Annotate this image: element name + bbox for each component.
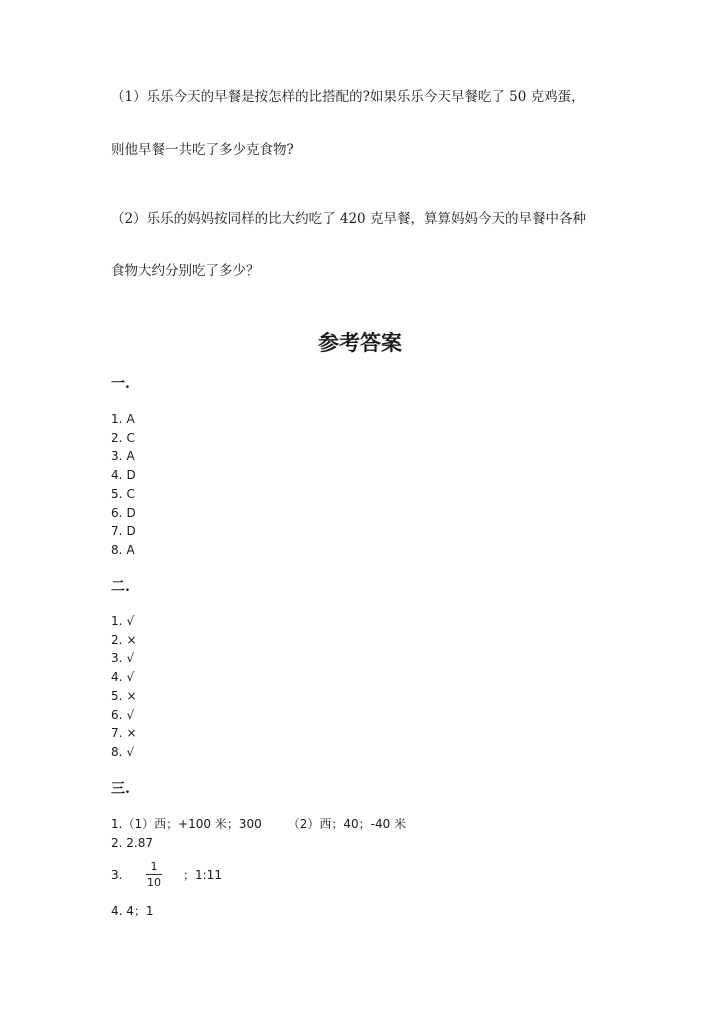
answer-number: 3.	[111, 651, 123, 666]
answer-value: √	[126, 707, 135, 722]
answer-value: D	[126, 468, 136, 483]
fraction	[146, 860, 162, 889]
question-2-line-2: 食物大约分别吃了多少？	[111, 263, 260, 279]
section-3-item-2: 2. 2.87	[111, 836, 153, 850]
answer-value: A	[126, 412, 135, 426]
answer-item	[111, 744, 134, 760]
answer-value: √	[126, 614, 135, 628]
answer-value: D	[126, 524, 136, 539]
answer-item	[111, 448, 135, 464]
answer-value: √	[126, 744, 135, 759]
answer-item	[111, 707, 134, 723]
question-1-line-2: 则他早餐一共吃了多少克食物?	[111, 142, 294, 158]
answer-number: 3.	[111, 449, 123, 464]
answer-number: 1.	[111, 412, 123, 426]
answer-title: 参考答案	[318, 331, 402, 355]
answer-item	[111, 650, 134, 666]
answer-item	[111, 669, 134, 685]
answer-item	[111, 523, 136, 539]
answer-item	[111, 725, 137, 741]
fraction-bar	[146, 874, 162, 875]
answer-number: 8.	[111, 542, 123, 557]
answer-number: 5.	[111, 486, 123, 501]
answer-value: √	[126, 670, 135, 685]
answer-number: 4.	[111, 468, 123, 483]
answer-number: 2.	[111, 430, 123, 445]
answer-number: 7.	[111, 726, 123, 741]
answer-item	[111, 632, 137, 648]
answer-value: ×	[126, 688, 137, 703]
answer-value: C	[126, 430, 135, 445]
answer-item	[111, 411, 135, 427]
answer-value: A	[126, 449, 135, 464]
section-1-heading: 一.	[111, 376, 130, 392]
answer-item	[111, 613, 134, 629]
answer-value: √	[126, 651, 135, 666]
answer-value: A	[126, 542, 135, 557]
answer-item	[111, 430, 135, 446]
section-3-item-3-rest: ；1:11	[183, 868, 222, 882]
answer-item	[111, 542, 135, 558]
answer-number: 7.	[111, 524, 123, 539]
fraction-numerator: 1	[150, 860, 158, 873]
answer-item	[111, 486, 135, 502]
section-3-heading: 三.	[111, 781, 130, 797]
section-3-item-4: 4. 4；1	[111, 904, 154, 918]
answer-value: D	[126, 505, 136, 520]
section-3-item-3-number: 3.	[111, 868, 123, 882]
section-3-item-1	[111, 816, 406, 832]
answer-item	[111, 467, 136, 483]
question-2-line-1: （2）乐乐的妈妈按同样的比大约吃了 420 克早餐，算算妈妈今天的早餐中各种	[111, 211, 586, 227]
answer-number: 1.	[111, 614, 123, 628]
section-3-item-1-part-a: 1.（1）西；+100 米；300	[111, 817, 262, 831]
answer-value: ×	[126, 726, 137, 741]
answer-item	[111, 505, 136, 521]
section-3-item-1-part-b: （2）西；40；-40 米	[287, 817, 407, 831]
answer-number: 6.	[111, 505, 123, 520]
answer-value: ×	[126, 632, 137, 647]
answer-number: 6.	[111, 707, 123, 722]
question-1-line-1: （1）乐乐今天的早餐是按怎样的比搭配的?如果乐乐今天早餐吃了 50 克鸡蛋，	[111, 89, 585, 105]
answer-item	[111, 688, 137, 704]
answer-number: 8.	[111, 744, 123, 759]
fraction-denominator: 10	[147, 876, 161, 889]
section-2-heading: 二.	[111, 579, 130, 595]
answer-value: C	[126, 486, 135, 501]
answer-number: 5.	[111, 688, 123, 703]
answer-number: 2.	[111, 632, 123, 647]
answer-number: 4.	[111, 670, 123, 685]
